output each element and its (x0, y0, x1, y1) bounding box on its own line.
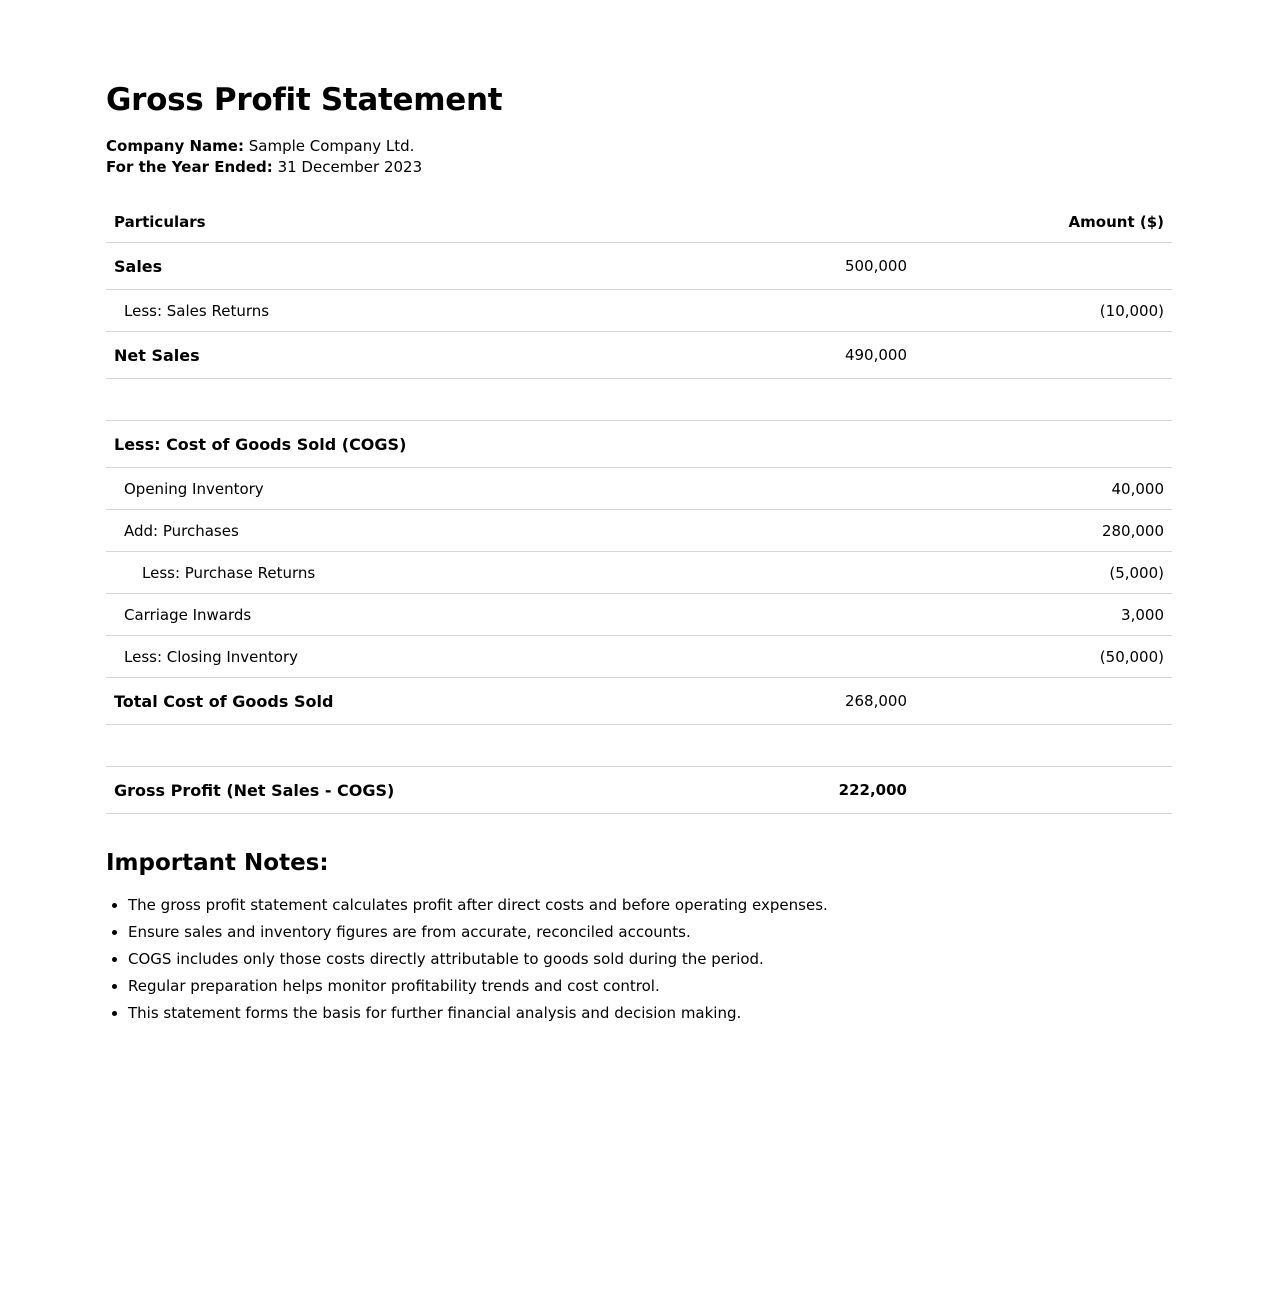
company-line (106, 136, 422, 157)
row-amount (915, 678, 1172, 725)
row-label: Less: Sales Returns (106, 290, 706, 332)
company-value: Sample Company Ltd. (248, 137, 415, 155)
row-subtotal (706, 510, 915, 552)
table-row-gross-profit (106, 767, 1172, 814)
header-empty (706, 201, 915, 243)
header-particulars: Particulars (106, 201, 706, 243)
row-label: Less: Purchase Returns (106, 552, 706, 594)
row-amount (915, 243, 1172, 290)
table-row-opening-inventory (106, 468, 1172, 510)
list-item: • The gross profit statement calculates profit after direct costs and before operating expenses. (128, 892, 828, 919)
table-row-sales (106, 243, 1172, 290)
table-row-carriage-inwards (106, 594, 1172, 636)
row-subtotal (706, 290, 915, 332)
row-subtotal: 268,000 (706, 678, 915, 725)
table-row-purchase-returns (106, 552, 1172, 594)
row-amount (915, 332, 1172, 379)
row-subtotal (706, 594, 915, 636)
table-row-net-sales (106, 332, 1172, 379)
row-amount: 280,000 (915, 510, 1172, 552)
table-row-spacer (106, 725, 1172, 767)
page-title: Gross Profit Statement (106, 82, 503, 118)
table-row-cogs-heading (106, 421, 1172, 468)
table-row-purchases (106, 510, 1172, 552)
row-label: Less: Closing Inventory (106, 636, 706, 678)
statement-table (106, 201, 1172, 814)
row-amount (915, 767, 1172, 814)
row-subtotal: 490,000 (706, 332, 915, 379)
table-row-total-cogs (106, 678, 1172, 725)
row-amount: 40,000 (915, 468, 1172, 510)
row-label: Opening Inventory (106, 468, 706, 510)
spacer-cell (915, 725, 1172, 767)
notes-title: Important Notes: (106, 850, 329, 876)
list-item: • This statement forms the basis for further financial analysis and decision making. (128, 1000, 828, 1027)
company-label: Company Name: (106, 137, 244, 155)
list-item: • Regular preparation helps monitor profitability trends and cost control. (128, 973, 828, 1000)
table-row-closing-inventory (106, 636, 1172, 678)
year-line (106, 157, 422, 178)
statement-meta (106, 136, 422, 178)
row-label: Total Cost of Goods Sold (106, 678, 706, 725)
spacer-cell (706, 379, 915, 421)
row-subtotal: 222,000 (706, 767, 915, 814)
row-label: Sales (106, 243, 706, 290)
row-label: Carriage Inwards (106, 594, 706, 636)
spacer-cell (706, 725, 915, 767)
list-item: • Ensure sales and inventory figures are from accurate, reconciled accounts. (128, 919, 828, 946)
row-label: Less: Cost of Goods Sold (COGS) (106, 421, 706, 468)
row-label: Net Sales (106, 332, 706, 379)
row-amount: (50,000) (915, 636, 1172, 678)
row-subtotal (706, 468, 915, 510)
row-label: Gross Profit (Net Sales - COGS) (106, 767, 706, 814)
spacer-cell (106, 379, 706, 421)
spacer-cell (915, 379, 1172, 421)
row-subtotal: 500,000 (706, 243, 915, 290)
spacer-cell (106, 725, 706, 767)
row-label: Add: Purchases (106, 510, 706, 552)
list-item: • COGS includes only those costs directly attributable to goods sold during the period. (128, 946, 828, 973)
row-subtotal (706, 552, 915, 594)
table-header-row (106, 201, 1172, 243)
row-subtotal (706, 421, 915, 468)
year-label: For the Year Ended: (106, 158, 273, 176)
notes-list (106, 892, 828, 1027)
row-subtotal (706, 636, 915, 678)
year-value: 31 December 2023 (277, 158, 423, 176)
row-amount (915, 421, 1172, 468)
table-row-sales-returns (106, 290, 1172, 332)
row-amount: (10,000) (915, 290, 1172, 332)
row-amount: (5,000) (915, 552, 1172, 594)
row-amount: 3,000 (915, 594, 1172, 636)
table-row-spacer (106, 379, 1172, 421)
header-amount: Amount ($) (915, 201, 1172, 243)
